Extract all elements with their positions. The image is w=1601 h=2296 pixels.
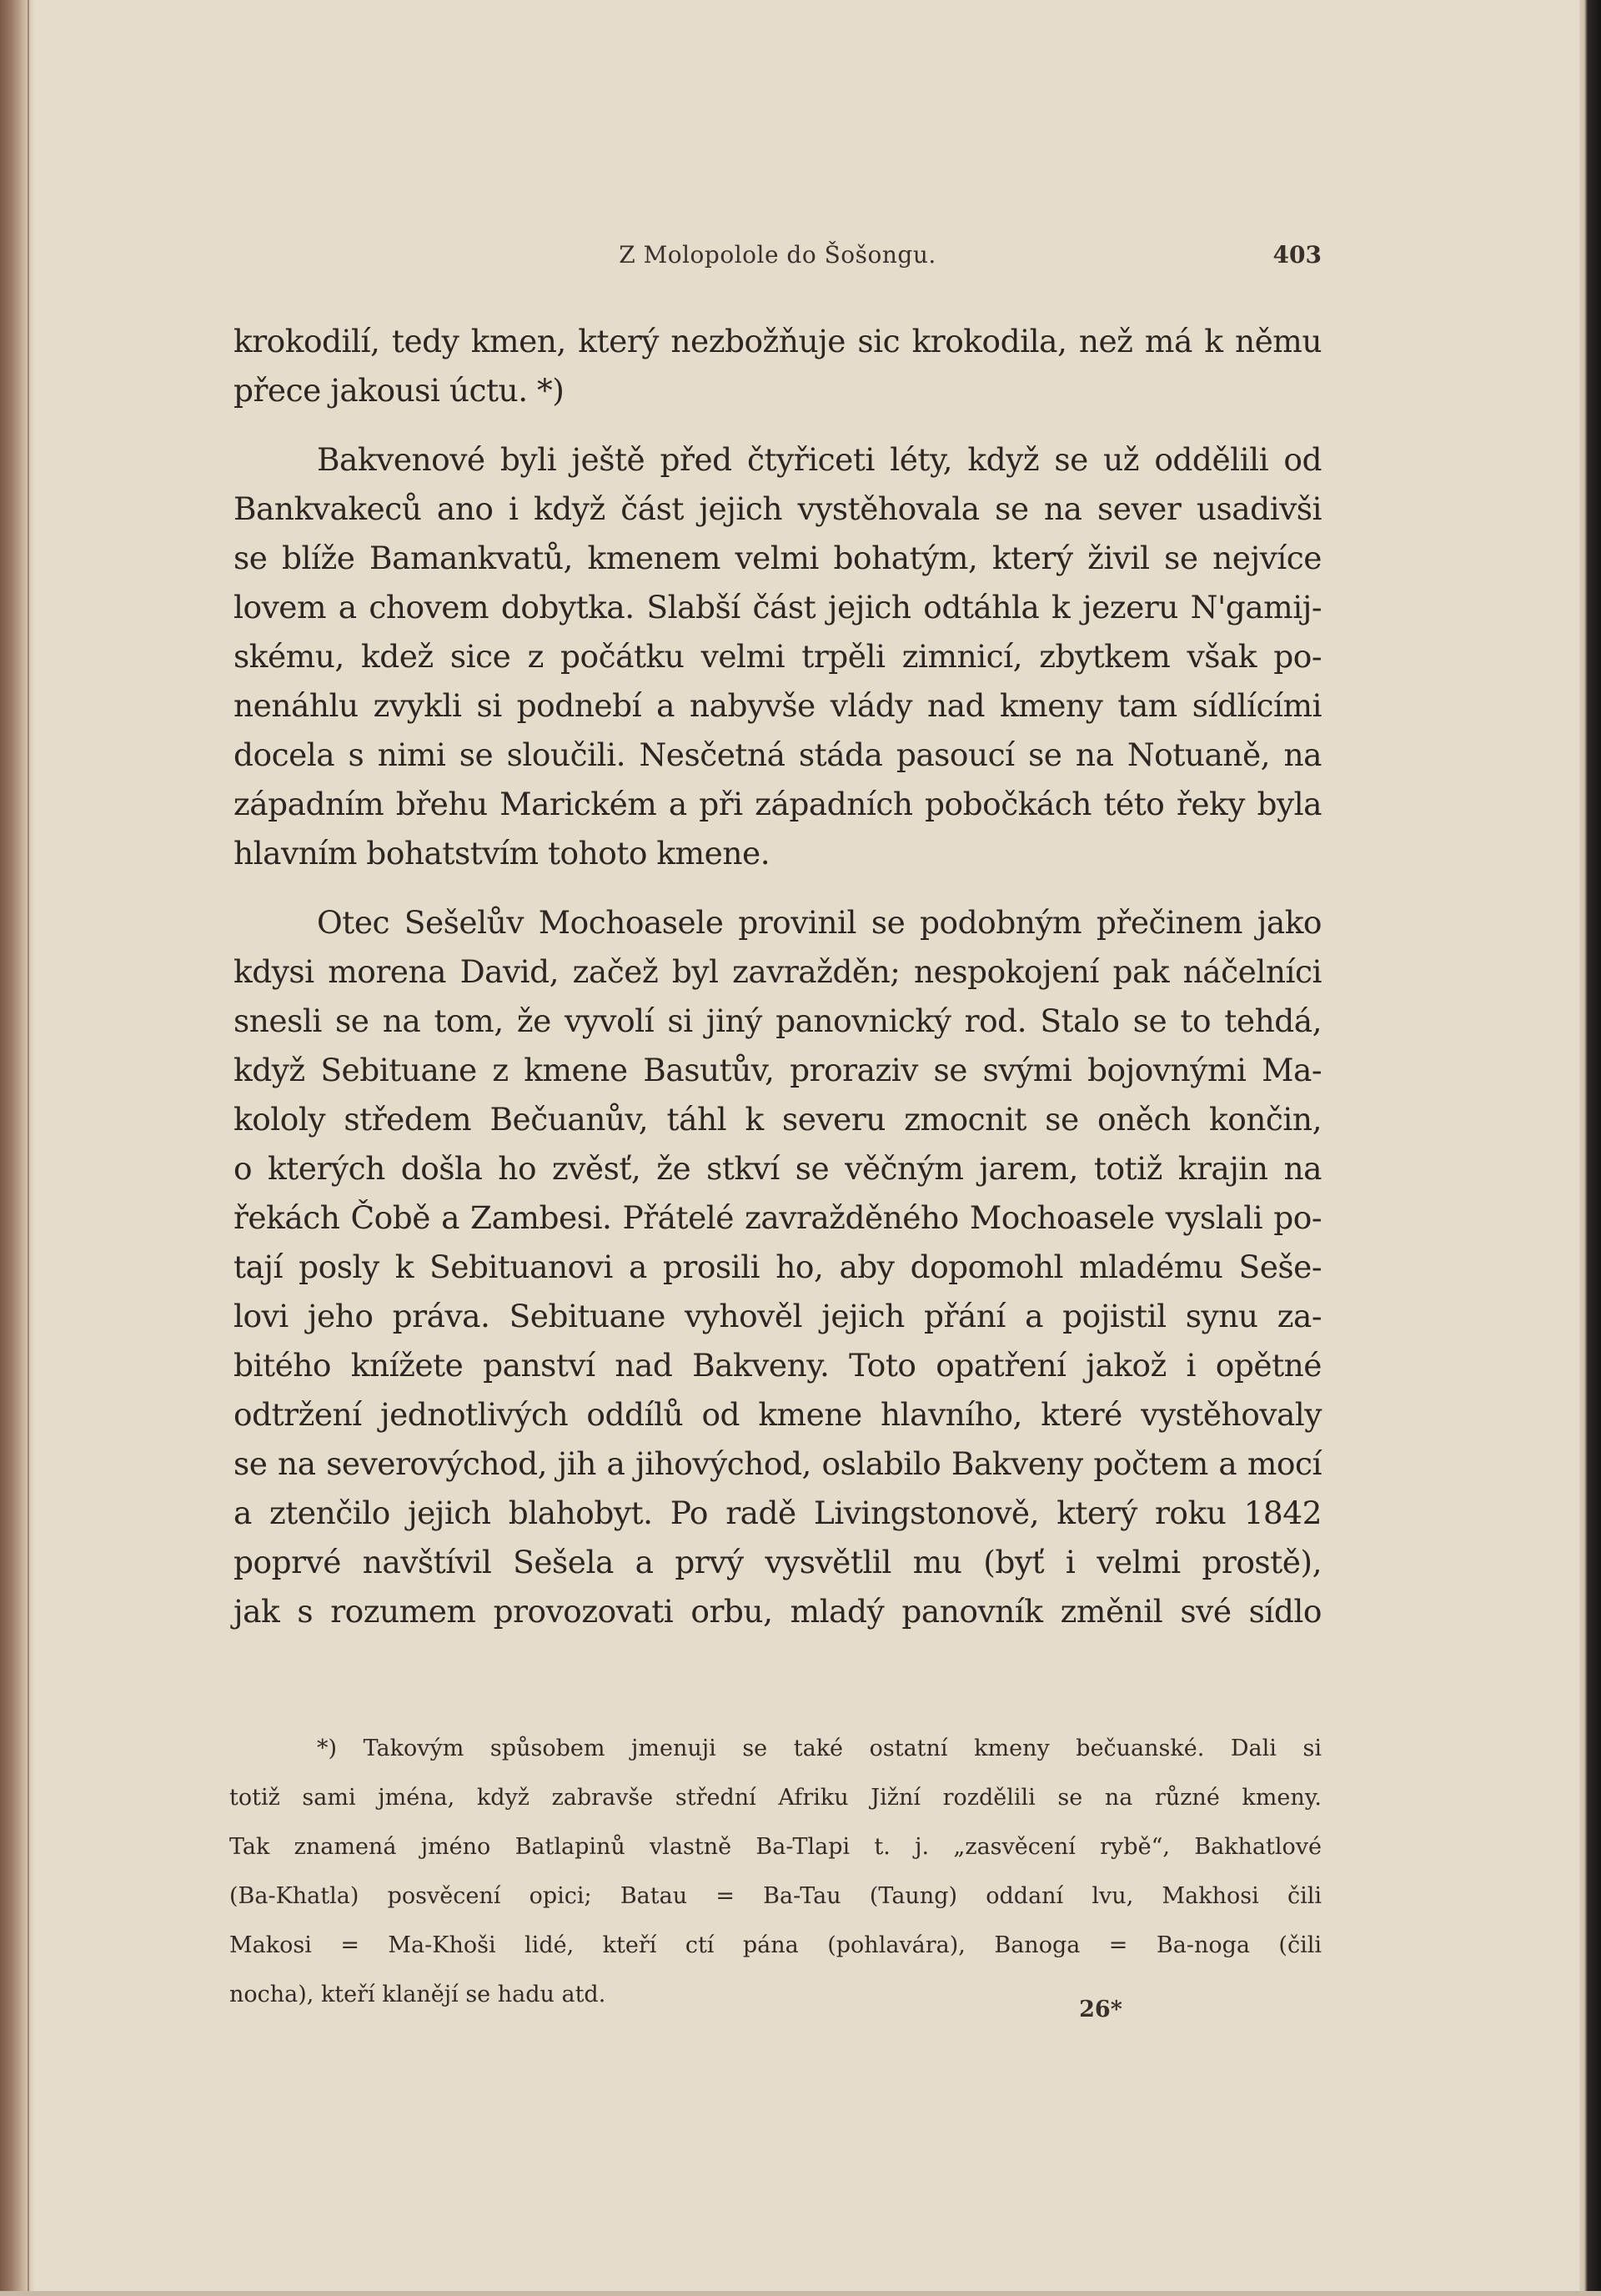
running-head xyxy=(233,239,1322,272)
sheet-signature: 26* xyxy=(1079,1997,1122,2022)
page-number: 403 xyxy=(1272,241,1322,269)
text-line: lovi jeho práva. Sebituane vyhověl jejich přání a pojistil synu za- xyxy=(233,1298,1322,1334)
footnote xyxy=(229,1731,1322,2026)
text-line: odtržení jednotlivých oddílů od kmene hlavního, které vystěhovaly xyxy=(233,1396,1322,1433)
text-line: kololy středem Bečuanův, táhl k severu zmocnit se oněch končin, xyxy=(233,1101,1322,1138)
text-line: se blíže Bamankvatů, kmenem velmi bohatým, který živil se nejvíce xyxy=(233,540,1322,576)
text-line: Bakvenové byli ještě před čtyřiceti léty, když se už oddělili od xyxy=(317,441,1322,478)
footnote-line: totiž sami jména, když zabravše střední Afriku Jižní rozdělili se na různé kmeny. xyxy=(229,1785,1322,1811)
text-line: nenáhlu zvykli si podnebí a nabyvše vlády nad kmeny tam sídlícími xyxy=(233,687,1322,724)
text-line: západním břehu Marickém a při západních pobočkách této řeky byla xyxy=(233,786,1322,822)
text-line: docela s nimi se sloučili. Nesčetná stáda pasoucí se na Notuaně, na xyxy=(233,736,1322,773)
text-line: lovem a chovem dobytka. Slabší část jejich odtáhla k jezeru N'gamij- xyxy=(233,589,1322,625)
running-title: Z Molopolole do Šošongu. xyxy=(619,241,936,269)
text-line: bitého knížete panství nad Bakveny. Toto opatření jakož i opětné xyxy=(233,1347,1322,1384)
paragraph-gap xyxy=(233,878,1322,898)
text-line: Bankvakeců ano i když část jejich vystěhovala se na sever usadivši xyxy=(233,490,1322,527)
footnote-line: Tak znamená jméno Batlapinů vlastně Ba-Tlapi t. j. „zasvěcení rybě“, Bakhatlové xyxy=(229,1834,1322,1860)
text-line: o kterých došla ho zvěsť, že stkví se věčným jarem, totiž krajin na xyxy=(233,1150,1322,1187)
text-line: řekách Čobě a Zambesi. Přátelé zavražděného Mochoasele vyslali po- xyxy=(233,1199,1322,1236)
footnote-line: (Ba-Khatla) posvěcení opici; Batau = Ba-Tau (Taung) oddaní lvu, Makhosi čili xyxy=(229,1883,1322,1909)
text-line: tají posly k Sebituanovi a prosili ho, aby dopomohl mladému Seše- xyxy=(233,1248,1322,1285)
text-line: přece jakousi úctu. *) xyxy=(233,372,565,409)
text-line: skému, kdež sice z počátku velmi trpěli zimnicí, zbytkem však po- xyxy=(233,638,1322,675)
text-line: poprvé navštívil Sešela a prvý vysvětlil mu (byť i velmi prostě), xyxy=(233,1544,1322,1580)
footnote-line: nocha), kteří klanějí se hadu atd. xyxy=(229,1982,606,2007)
footnote-line: *) Takovým spůsobem jmenuji se také ostatní kmeny bečuanské. Dali si xyxy=(317,1736,1322,1761)
paragraph-gap xyxy=(233,415,1322,435)
text-line: kdysi morena David, začež byl zavražděn; nespokojení pak náčelníci xyxy=(233,953,1322,990)
text-line: hlavním bohatstvím tohoto kmene. xyxy=(233,835,770,872)
spine-line xyxy=(28,0,29,2296)
text-line: jak s rozumem provozovati orbu, mladý panovník změnil své sídlo xyxy=(233,1593,1322,1630)
text-line: se na severovýchod, jih a jihovýchod, oslabilo Bakveny počtem a mocí xyxy=(233,1445,1322,1482)
text-line: snesli se na tom, že vyvolí si jiný panovnický rod. Stalo se to tehdá, xyxy=(233,1002,1322,1039)
text-line: když Sebituane z kmene Basutův, proraziv se svými bojovnými Ma- xyxy=(233,1052,1322,1088)
binding-shadow xyxy=(0,0,35,2296)
bottom-edge xyxy=(0,2291,1601,2296)
scan-edge xyxy=(1579,0,1601,2296)
text-line: Otec Sešelův Mochoasele provinil se podobným přečinem jako xyxy=(317,904,1322,941)
text-line: krokodilí, tedy kmen, který nezbožňuje sic krokodila, než má k němu xyxy=(233,323,1322,359)
text-line: a ztenčilo jejich blahobyt. Po radě Livingstonově, který roku 1842 xyxy=(233,1495,1322,1531)
footnote-line: Makosi = Ma-Khoši lidé, kteří ctí pána (pohlavára), Banoga = Ba-noga (čili xyxy=(229,1932,1322,1958)
body-text xyxy=(233,317,1322,1636)
